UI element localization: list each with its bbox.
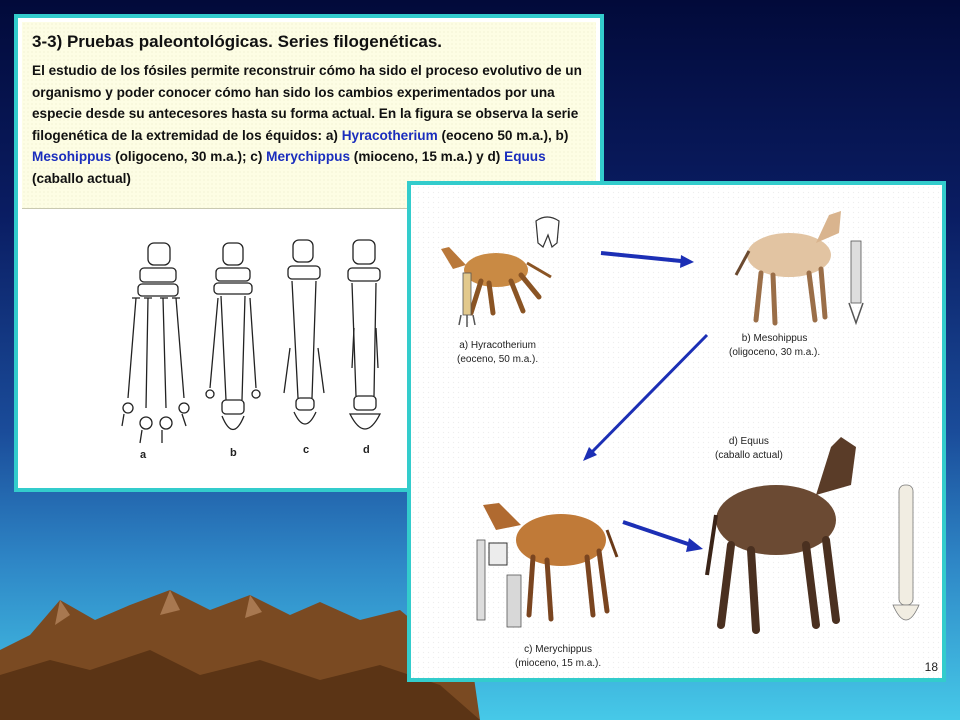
- paragraph-segment-4: (caballo actual): [32, 170, 131, 186]
- bone-label-b: b: [230, 447, 237, 459]
- caption-d-name: d) Equus: [728, 436, 769, 447]
- bone-label-d: d: [363, 444, 370, 456]
- term-mesohippus: Mesohippus: [32, 149, 112, 164]
- bone-label-a: a: [140, 449, 147, 461]
- leg-bone-b: [206, 243, 260, 430]
- bone-label-c: c: [303, 444, 310, 456]
- caption-a-name: a) Hyracotherium: [459, 340, 536, 351]
- paragraph-segment-2: (oligoceno, 30 m.a.); c): [111, 149, 267, 164]
- slide-title: 3-3) Pruebas paleontológicas. Series filogenéticas.: [32, 32, 443, 51]
- leg-bone-a: [122, 243, 189, 443]
- caption-c-name: c) Merychippus: [524, 644, 592, 655]
- caption-c: [515, 643, 601, 671]
- leg-bone-c: [284, 240, 324, 424]
- caption-a: [457, 339, 538, 367]
- horse-equus-illustration: [707, 437, 856, 630]
- caption-c-period: (mioceno, 15 m.a.).: [515, 658, 602, 669]
- horse-mesohippus-illustration: [736, 211, 841, 323]
- explanation-paragraph: [32, 60, 592, 189]
- leg-bones-figure: [118, 228, 448, 468]
- caption-b-name: b) Mesohippus: [741, 333, 808, 344]
- caption-b: [729, 332, 820, 360]
- arrow-icon: [601, 253, 694, 268]
- paragraph-segment-1: (eoceno 50 m.a.), b): [437, 127, 569, 143]
- leg-bone-d: [348, 240, 380, 429]
- leg-bone-icon: [849, 241, 863, 323]
- caption-b-period: (oligoceno, 30 m.a.).: [729, 347, 821, 358]
- arrow-icon: [583, 335, 707, 461]
- paragraph-intro: El estudio de los fósiles permite reconstruir cómo ha sido el proceso evolutivo de un organismo y poder conocer cómo han sido los cambios experimentados por una especie desde su antecesores hasta su forma actual. En la figura se observa la serie filogenética de la extremidad de los équidos: a): [32, 63, 582, 143]
- arrow-icon: [623, 522, 703, 552]
- term-equus: Equus: [504, 149, 546, 164]
- term-hyracotherium: Hyracotherium: [341, 127, 438, 143]
- leg-bone-icon: [893, 485, 919, 620]
- paragraph-segment-3: (mioceno, 15 m.a.) y d): [350, 149, 505, 164]
- caption-a-period: (eoceno, 50 m.a.).: [457, 354, 539, 365]
- caption-d-period: (caballo actual): [715, 450, 783, 461]
- caption-d: [715, 435, 783, 463]
- term-merychippus: Merychippus: [266, 149, 351, 164]
- slide-number: 18: [924, 660, 938, 674]
- tooth-icon: [489, 543, 507, 565]
- horse-evolution-panel: [407, 181, 946, 682]
- horse-hyracotherium-illustration: [441, 247, 551, 313]
- tooth-icon: [536, 217, 559, 247]
- horse-evolution-figure: [411, 185, 942, 678]
